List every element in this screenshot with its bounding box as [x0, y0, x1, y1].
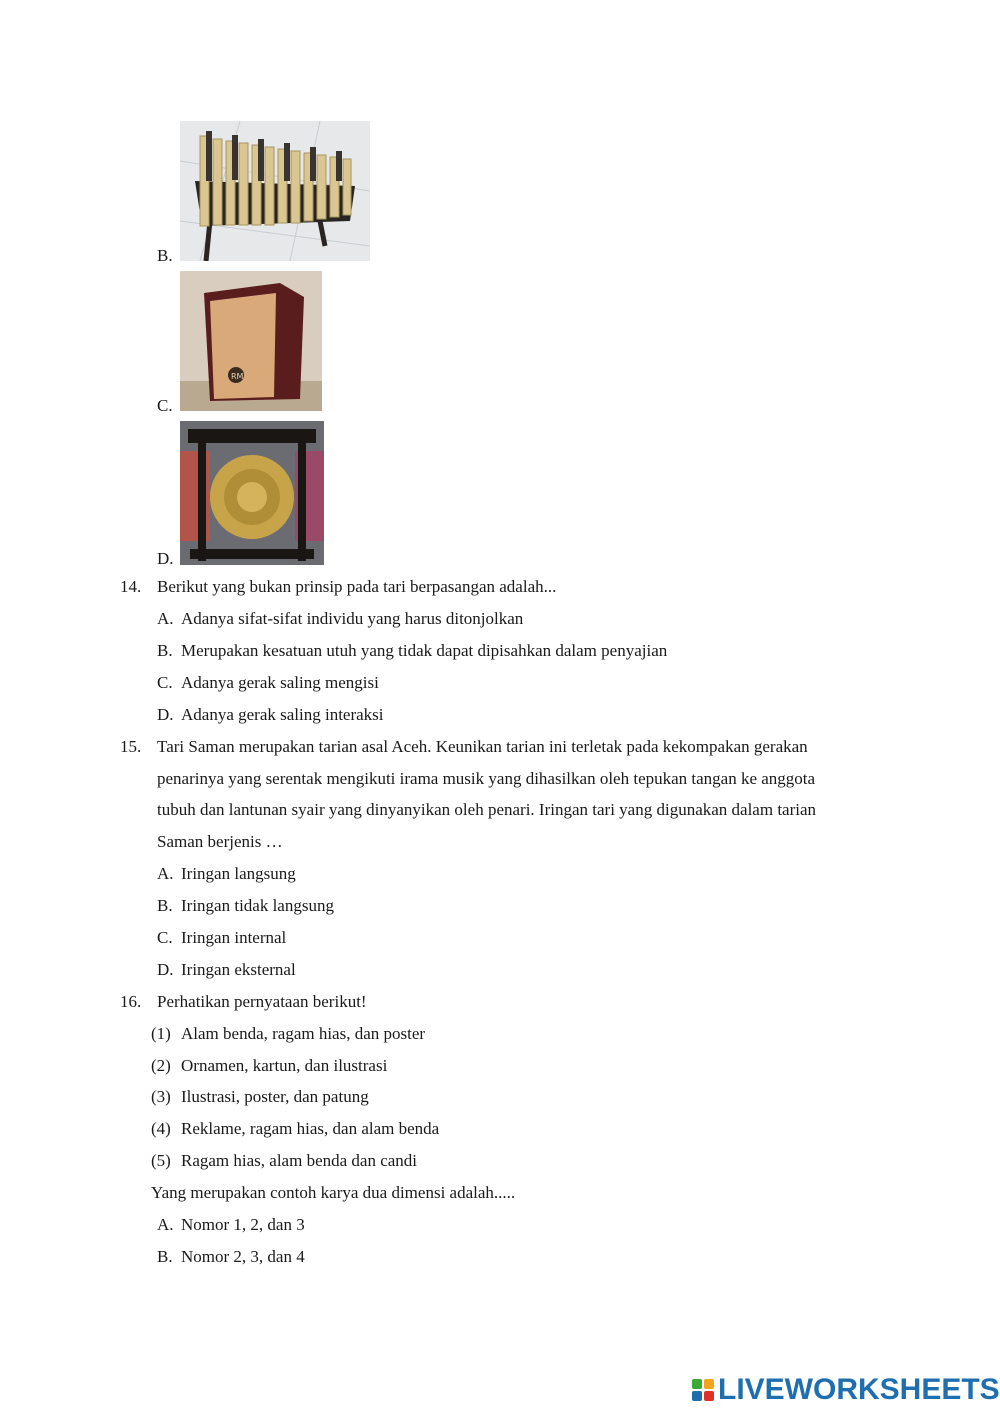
- q15-option-c-label[interactable]: C.: [157, 928, 173, 947]
- liveworksheets-wordmark: LIVEWORKSHEETS: [718, 1373, 1000, 1406]
- q13-option-d-label: D.: [157, 549, 174, 568]
- q15-option-b-label[interactable]: B.: [157, 896, 173, 915]
- q16-prompt: Yang merupakan contoh karya dua dimensi adalah.....: [151, 1183, 516, 1202]
- cajon-image[interactable]: [180, 271, 322, 411]
- q13-option-b-label: B.: [157, 246, 173, 265]
- q14-option-a-label[interactable]: A.: [157, 609, 174, 628]
- q15-option-b-text[interactable]: Iringan tidak langsung: [181, 896, 334, 915]
- q16-statement-text: Alam benda, ragam hias, dan poster: [181, 1024, 426, 1043]
- q14-question: Berikut yang bukan prinsip pada tari berpasangan adalah...: [157, 577, 557, 596]
- q15-number: 15.: [120, 737, 142, 756]
- xylophone-image[interactable]: [180, 121, 370, 261]
- q16-option-a-text[interactable]: Nomor 1, 2, dan 3: [181, 1215, 305, 1234]
- q14-number: 14.: [120, 577, 142, 596]
- liveworksheets-logo-icon: [692, 1379, 714, 1401]
- q16-statement-label: (2): [151, 1056, 171, 1075]
- liveworksheets-logo: [692, 1374, 1000, 1406]
- q13-option-c-label: C.: [157, 396, 173, 415]
- gong-image[interactable]: [180, 421, 324, 565]
- q15-question-line: Tari Saman merupakan tarian asal Aceh. Keunikan tarian ini terletak pada kekompakan gerakan: [157, 737, 808, 756]
- q16-statement-text: Ornamen, kartun, dan ilustrasi: [181, 1056, 388, 1075]
- q16-number: 16.: [120, 992, 142, 1011]
- q14-option-b-label[interactable]: B.: [157, 641, 173, 660]
- q16-statement-text: Ilustrasi, poster, dan patung: [181, 1087, 369, 1106]
- q16-statement-label: (5): [151, 1151, 171, 1170]
- q14-option-a-text[interactable]: Adanya sifat-sifat individu yang harus ditonjolkan: [181, 609, 524, 628]
- q16-option-b-label[interactable]: B.: [157, 1247, 173, 1266]
- q15-option-d-text[interactable]: Iringan eksternal: [181, 960, 296, 979]
- q14-option-b-text[interactable]: Merupakan kesatuan utuh yang tidak dapat dipisahkan dalam penyajian: [181, 641, 668, 660]
- q16-statement-label: (3): [151, 1087, 171, 1106]
- q14-option-d-label[interactable]: D.: [157, 705, 174, 724]
- svg-text:RM: RM: [231, 372, 244, 381]
- q16-statement-text: Reklame, ragam hias, dan alam benda: [181, 1119, 440, 1138]
- q15-option-c-text[interactable]: Iringan internal: [181, 928, 287, 947]
- q16-question: Perhatikan pernyataan berikut!: [157, 992, 367, 1011]
- q16-option-a-label[interactable]: A.: [157, 1215, 174, 1234]
- q15-question-line: tubuh dan lantunan syair yang dinyanyikan oleh penari. Iringan tari yang digunakan dalam tarian: [157, 800, 817, 819]
- q15-question-line: Saman berjenis …: [157, 832, 283, 851]
- q15-option-a-text[interactable]: Iringan langsung: [181, 864, 296, 883]
- q14-option-c-text[interactable]: Adanya gerak saling mengisi: [181, 673, 379, 692]
- q16-statement-label: (4): [151, 1119, 171, 1138]
- q14-option-c-label[interactable]: C.: [157, 673, 173, 692]
- q14-option-d-text[interactable]: Adanya gerak saling interaksi: [181, 705, 384, 724]
- q16-option-b-text[interactable]: Nomor 2, 3, dan 4: [181, 1247, 305, 1266]
- q16-statement-label: (1): [151, 1024, 171, 1043]
- q15-option-d-label[interactable]: D.: [157, 960, 174, 979]
- q15-option-a-label[interactable]: A.: [157, 864, 174, 883]
- q15-question-line: penarinya yang serentak mengikuti irama musik yang dihasilkan oleh tepukan tangan ke anggota: [157, 769, 816, 788]
- q16-statement-text: Ragam hias, alam benda dan candi: [181, 1151, 418, 1170]
